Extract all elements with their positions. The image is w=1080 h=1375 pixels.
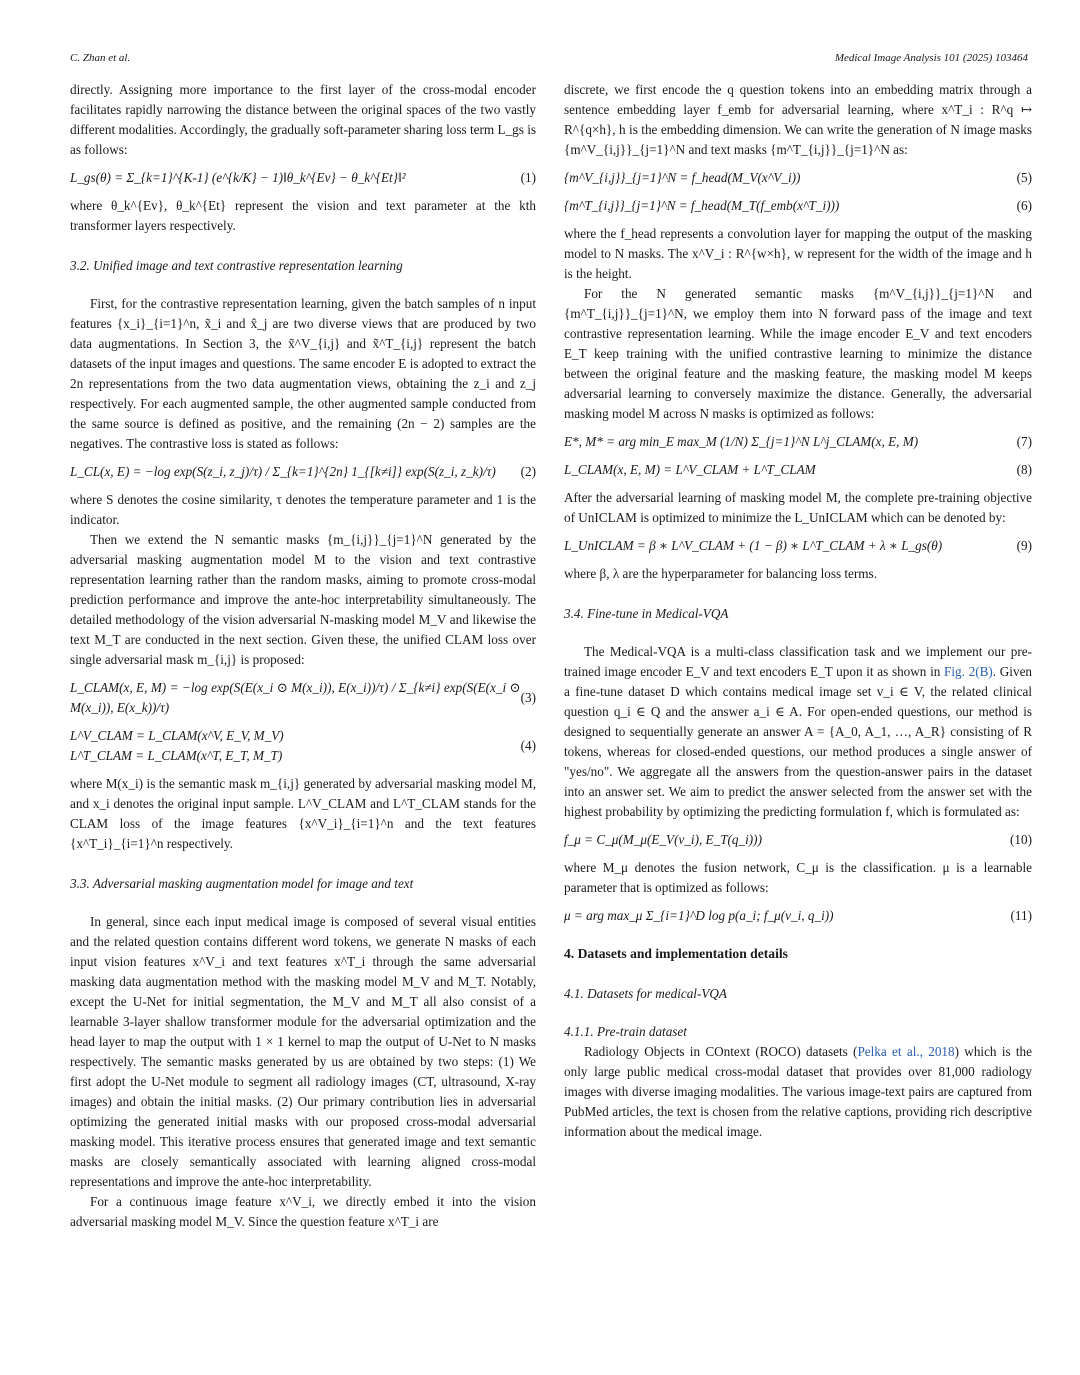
equation-body: L_gs(θ) = Σ_{k=1}^{K-1} (e^{k/K} − 1)‖θ_k^{Ev} − θ_k^{Et}‖²: [70, 170, 406, 185]
equation-number: (7): [1016, 434, 1032, 449]
equation-number: (4): [520, 738, 536, 753]
equation-9: [564, 536, 1032, 556]
equation-4: [70, 726, 536, 766]
equation-number: (3): [520, 690, 536, 705]
equation-line: L^T_CLAM = L_CLAM(x^T, E_T, M_T): [70, 748, 283, 763]
right-column: [564, 80, 1032, 1142]
section-heading-3-3: 3.3. Adversarial masking augmentation model for image and text: [70, 876, 414, 891]
equation-body: E*, M* = arg min_E max_M (1/N) Σ_{j=1}^N L^j_CLAM(x, E, M): [564, 434, 919, 449]
paragraph: directly. Assigning more importance to the first layer of the cross-modal encoder facilitates rapidly narrowing the distance between the original spaces of the two vastly different modalities. Accordingly, the gradually soft-parameter sharing loss term L_gs is as follows:: [70, 82, 536, 157]
section-heading-3-2: 3.2. Unified image and text contrastive representation learning: [70, 258, 403, 273]
paragraph: where the f_head represents a convolution layer for mapping the output of the masking model to N masks. The x^V_i : R^{w×h}, w represent for the width of the image and h is the height.: [564, 226, 1032, 281]
text-run: . Given a fine-tune dataset D which contains medical image set v_i ∈ V, the related clinical question q_i ∈ Q and the answer a_i ∈ A. For open-ended questions, our method is designed to sequentially generate an answer A = {A_0, A_1, …, A_R} consisting of R tokens, whereas for closed-ended questions, our method produces a single answer of "yes/no". We aggregate all the answers from the question-answer pairs in the dataset into an answer set. We aim to predict the answer selected from the answer set with the highest probability by optimizing the predicting formulation f, which is formulated as:: [564, 664, 1033, 819]
equation-body: L_CLAM(x, E, M) = L^V_CLAM + L^T_CLAM: [564, 462, 816, 477]
figure-link[interactable]: Fig. 2(B): [944, 664, 993, 679]
equation-number: (10): [1010, 832, 1032, 847]
equation-5: [564, 168, 1032, 188]
paragraph: where M(x_i) is the semantic mask m_{i,j} generated by adversarial masking model M, and x_i denotes the original input sample. L^V_CLAM and L^T_CLAM stands for the CLAM loss of the image features {x^V_i}_{i=1}^n and the text features {x^T_i}_{i=1}^n respectively.: [70, 776, 536, 851]
text-run: Radiology Objects in COntext (ROCO) datasets (: [584, 1044, 858, 1059]
section-heading-4-1: 4.1. Datasets for medical-VQA: [564, 986, 727, 1001]
text-run: ) which is the only large public medical cross-modal dataset that provides over 81,000 radiology images with diverse imaging modalities. The various image-text pairs are captured from PubMed articles, the text is chosen from the relative captions, providing rich descriptive information about the medical image.: [564, 1044, 1033, 1139]
equation-number: (5): [1016, 170, 1032, 185]
paragraph: For the N generated semantic masks {m^V_{i,j}}_{j=1}^N and {m^T_{i,j}}_{j=1}^N, we employ them into N forward pass of the image and text contrastive representation learning. While the image encoder E_V and text encoders E_T keep training with the unified contrastive learning to minimize the distance between the original feature and the masking feature, the masking model M keeps adversarial learning to conversely maximize the distance. Generally, the adversarial masking model M across N masks is optimized as follows:: [564, 286, 1032, 421]
equation-10: [564, 830, 1032, 850]
equation-number: (6): [1016, 198, 1032, 213]
paragraph: where β, λ are the hyperparameter for balancing loss terms.: [564, 566, 877, 581]
equation-line: L^V_CLAM = L_CLAM(x^V, E_V, M_V): [70, 728, 284, 743]
left-column: [70, 80, 536, 1232]
equation-11: [564, 906, 1032, 926]
equation-number: (2): [520, 464, 536, 479]
citation-link[interactable]: Pelka et al., 2018: [857, 1044, 955, 1059]
paragraph: discrete, we first encode the q question tokens into an embedding matrix through a sentence embedding layer f_emb for adversarial learning, where x^T_i : R^q ↦ R^{q×h}, h is the embedding dimension. We can write the generation of N image masks {m^V_{i,j}}_{j=1}^N and text masks {m^T_{i,j}}_{j=1}^N as:: [564, 82, 1032, 157]
paragraph: [564, 642, 1032, 822]
section-heading-4: 4. Datasets and implementation details: [564, 946, 788, 961]
equation-body: f_μ = C_μ(M_μ(E_V(v_i), E_T(q_i))): [564, 832, 762, 847]
equation-7: [564, 432, 1032, 452]
paragraph: where M_μ denotes the fusion network, C_μ is the classification. μ is a learnable parameter that is optimized as follows:: [564, 860, 1032, 895]
equation-3: [70, 678, 536, 718]
section-heading-4-1-1: 4.1.1. Pre-train dataset: [564, 1024, 687, 1039]
paragraph: [564, 1042, 1032, 1142]
header-journal: Medical Image Analysis 101 (2025) 103464: [834, 52, 1028, 64]
text-run: The Medical-VQA is a multi-class classification task and we implement our pre-trained image encoder E_V and text encoders E_T upon it as shown in: [564, 644, 1032, 679]
equation-body: L_UnICLAM = β ∗ L^V_CLAM + (1 − β) ∗ L^T_CLAM + λ ∗ L_gs(θ): [564, 538, 943, 553]
paragraph: First, for the contrastive representation learning, given the batch samples of n input features {x_i}_{i=1}^n, x̃_i and x̂_j are two diverse views that are produced by two data augmentations. In Section 3, the x̃^V_{i,j} and x̃^T_{i,j} represent the batch datasets of the input images and questions. The same encoder E is adopted to extract the 2n representations from the two data augmentation views, obtaining the z_i and z_j respectively. For each augmented sample, the other augmented sample conducted from the same source is defined as positive, and the remaining (2n − 2) samples are the negatives. The contrastive loss is stated as follows:: [70, 296, 536, 451]
equation-number: (1): [520, 170, 536, 185]
paragraph: After the adversarial learning of masking model M, the complete pre-training objective of UnICLAM is optimized to minimize the L_UnICLAM which can be denoted by:: [564, 490, 1032, 525]
equation-6: [564, 196, 1032, 216]
section-heading-3-4: 3.4. Fine-tune in Medical-VQA: [564, 606, 729, 621]
header-author: C. Zhan et al.: [70, 52, 131, 64]
equation-body: μ = arg max_μ Σ_{i=1}^D log p(a_i; f_μ(v_i, q_i)): [564, 908, 834, 923]
equation-body: {m^V_{i,j}}_{j=1}^N = f_head(M_V(x^V_i)): [564, 170, 801, 185]
equation-number: (8): [1016, 462, 1032, 477]
equation-body: [70, 726, 284, 766]
paragraph: where θ_k^{Ev}, θ_k^{Et} represent the vision and text parameter at the kth transformer layers respectively.: [70, 198, 536, 233]
paragraph: where S denotes the cosine similarity, τ denotes the temperature parameter and 1 is the indicator.: [70, 492, 536, 527]
equation-number: (11): [1010, 908, 1032, 923]
equation-8: [564, 460, 1032, 480]
equation-number: (9): [1016, 538, 1032, 553]
equation-body: {m^T_{i,j}}_{j=1}^N = f_head(M_T(f_emb(x^T_i))): [564, 198, 840, 213]
equation-body: L_CLAM(x, E, M) = −log exp(S(E(x_i ⊙ M(x_i)), E(x_i))/τ) / Σ_{k≠i} exp(S(E(x_i ⊙ M(x_i)), E(x_k))/τ): [70, 680, 521, 715]
paragraph: Then we extend the N semantic masks {m_{i,j}}_{j=1}^N generated by the adversarial masking augmentation model M to the vision and text contrastive representation learning rather than the random masks, aiming to promote cross-modal prediction performance and improve the ante-hoc interpretability simultaneously. The detailed methodology of the vision adversarial N-masking model M_V and likewise the text M_T are conducted in the next section. Given these, the unified CLAM loss over single adversarial mask m_{i,j} is proposed:: [70, 532, 536, 667]
equation-body: L_CL(x, E) = −log exp(S(z_i, z_j)/τ) / Σ_{k=1}^{2n} 1_{[k≠i]} exp(S(z_i, z_k)/τ): [70, 464, 496, 479]
equation-1: [70, 168, 536, 188]
paragraph: For a continuous image feature x^V_i, we directly embed it into the vision adversarial masking model M_V. Since the question feature x^T_i are: [70, 1194, 536, 1229]
equation-2: [70, 462, 536, 482]
paragraph: In general, since each input medical image is composed of several visual entities and the related question contains different word tokens, we generate N masks of each input vision features x^V_i and text features x^T_i through the same adversarial masking data augmentation method with the masking model M_V and M_T. Notably, except the U-Net for initial segmentation, the M_V and M_T all also consist of a learnable 3-layer shallow transformer module for the adversarial optimization and the head layer to map the output with 1 × 1 kernel to map the output of U-Net to N masks respectively. The semantic masks generated by us are obtained by two steps: (1) We first adopt the U-Net module to segment all radiology images (CT, ultrasound, X-ray images) and obtain the initial masks. (2) Our primary contribution lies in adversarial optimizing the generated initial masks with our proposed cross-modal adversarial masking model. This iterative process ensures that generated image and text semantic masks are closely semantically associated with learning aligned cross-modal representations and improve the ante-hoc interpretability.: [70, 914, 536, 1189]
